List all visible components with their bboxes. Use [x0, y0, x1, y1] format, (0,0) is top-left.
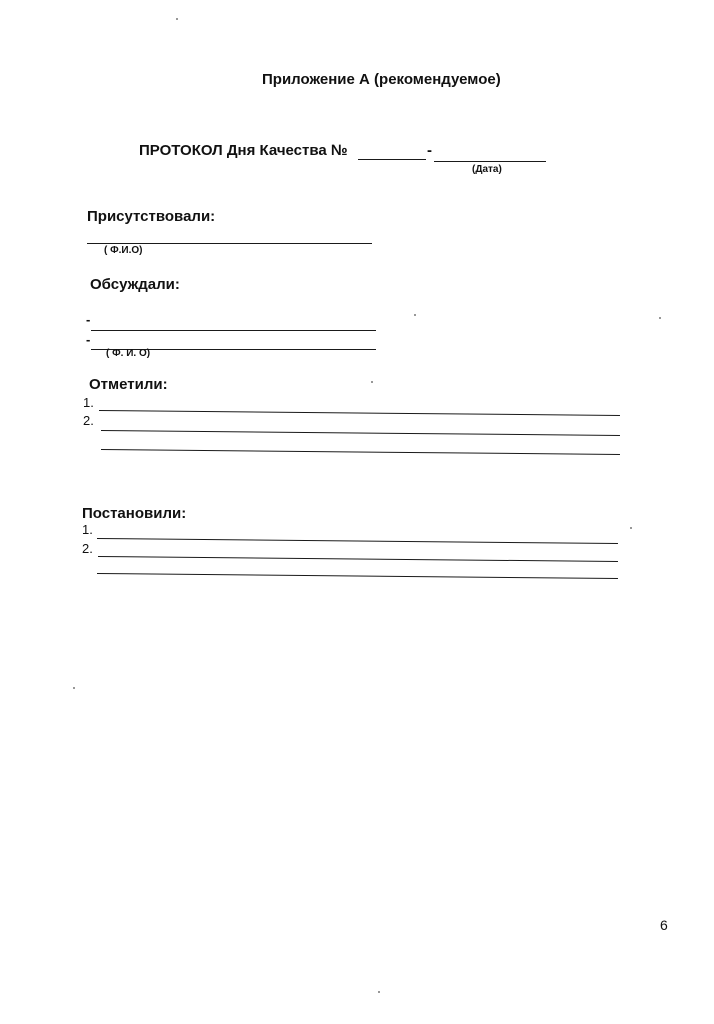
discussed-fio-caption: ( Ф. И. О)	[106, 348, 151, 359]
protocol-number-line	[358, 159, 426, 160]
scan-speck	[378, 991, 380, 993]
scan-speck	[176, 18, 178, 20]
protocol-dash: -	[427, 142, 432, 159]
discussed-label: Обсуждали:	[90, 276, 180, 293]
scan-speck	[630, 527, 632, 529]
date-caption: (Дата)	[472, 164, 502, 175]
noted-label: Отметили:	[89, 376, 168, 393]
discussed-dash-1: -	[86, 312, 91, 327]
scan-speck	[73, 687, 75, 689]
resolved-line-1	[97, 538, 618, 544]
attended-line	[87, 243, 372, 244]
noted-line-2	[101, 430, 620, 436]
protocol-heading: ПРОТОКОЛ Дня Качества №	[139, 142, 348, 159]
attended-label: Присутствовали:	[87, 208, 216, 225]
resolved-number-2: 2.	[82, 541, 93, 556]
resolved-number-1: 1.	[82, 522, 93, 537]
scan-speck	[414, 314, 416, 316]
scan-speck	[659, 317, 661, 319]
noted-line-1	[99, 410, 620, 416]
scan-speck	[371, 381, 373, 383]
noted-line-3	[101, 449, 620, 455]
protocol-date-line	[434, 161, 546, 162]
page-number: 6	[660, 917, 668, 933]
discussed-dash-2: -	[86, 332, 91, 347]
discussed-line-1	[91, 330, 376, 331]
noted-number-2: 2.	[83, 413, 94, 428]
resolved-line-3	[97, 573, 618, 579]
noted-number-1: 1.	[83, 395, 94, 410]
resolved-line-2	[98, 556, 618, 562]
resolved-label: Постановили:	[82, 505, 187, 522]
attended-fio-caption: ( Ф.И.О)	[104, 245, 143, 256]
appendix-title: Приложение А (рекомендуемое)	[262, 71, 501, 88]
